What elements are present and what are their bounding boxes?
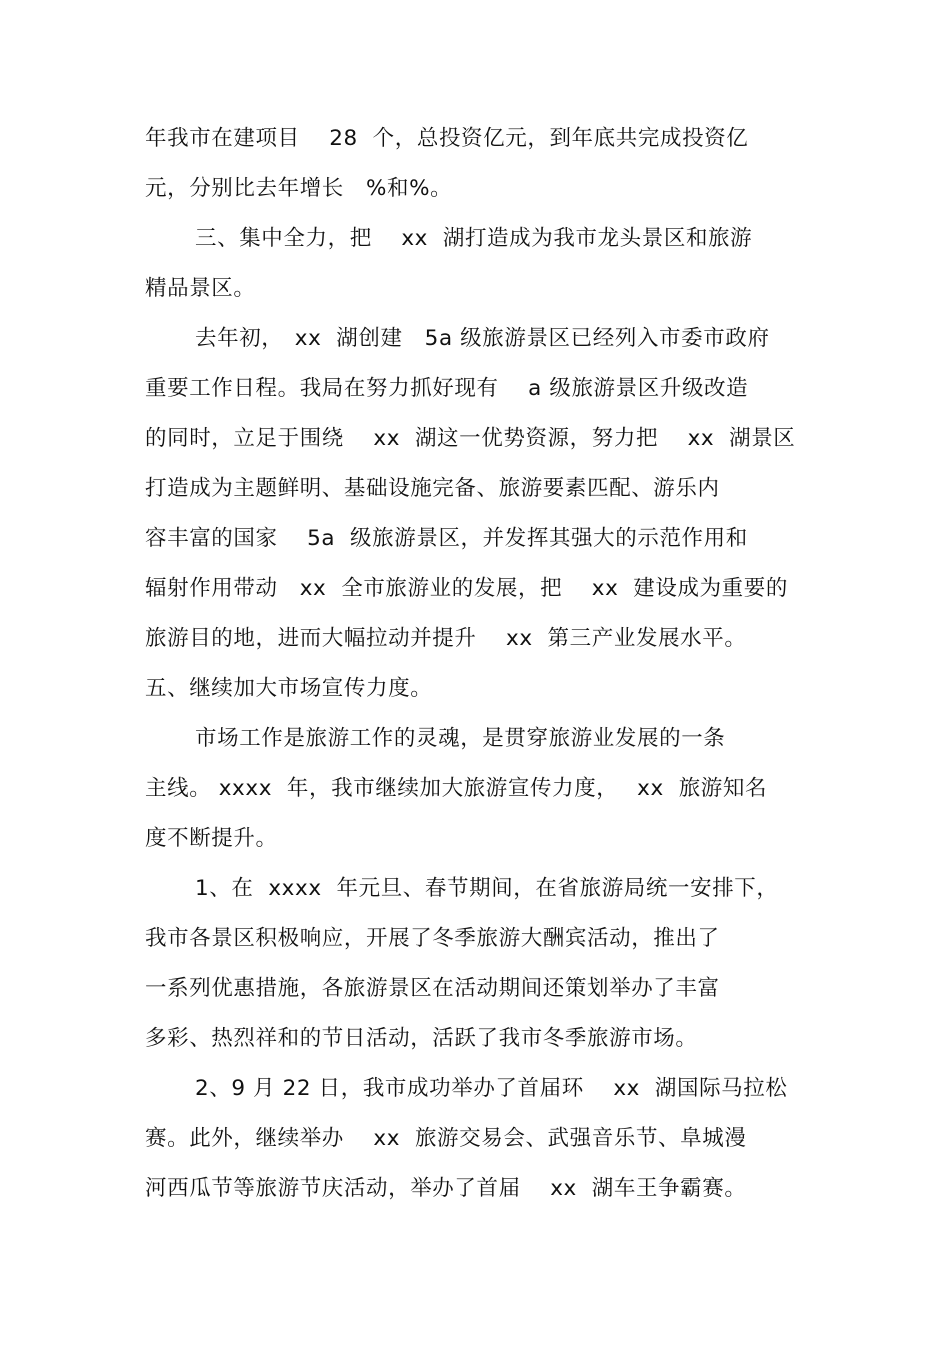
text-line: 旅游目的地，进而大幅拉动并提升 xx 第三产业发展水平。 <box>145 626 747 651</box>
text-line: 去年初， xx 湖创建 5a 级旅游景区已经列入市委市政府 <box>195 326 770 351</box>
text-line: 一系列优惠措施，各旅游景区在活动期间还策划举办了丰富 <box>145 976 720 1001</box>
text-line: 年我市在建项目 28 个，总投资亿元，到年底共完成投资亿 <box>145 126 749 151</box>
text-line: 辐射作用带动 xx 全市旅游业的发展，把 xx 建设成为重要的 <box>145 576 788 601</box>
text-line: 元，分别比去年增长 %和%。 <box>145 176 453 201</box>
text-line: 精品景区。 <box>145 276 256 301</box>
text-line: 度不断提升。 <box>145 826 278 851</box>
section-heading: 五、继续加大市场宣传力度。 <box>145 676 433 701</box>
text-line: 1、在 xxxx 年元旦、春节期间，在省旅游局统一安排下， <box>195 876 779 901</box>
text-line: 容丰富的国家 5a 级旅游景区，并发挥其强大的示范作用和 <box>145 526 748 551</box>
text-line: 2、9 月 22 日，我市成功举办了首届环 xx 湖国际马拉松 <box>195 1076 788 1101</box>
text-line: 多彩、热烈祥和的节日活动，活跃了我市冬季旅游市场。 <box>145 1026 698 1051</box>
text-line: 重要工作日程。我局在努力抓好现有 a 级旅游景区升级改造 <box>145 376 749 401</box>
text-line: 赛。此外，继续举办 xx 旅游交易会、武强音乐节、阜城漫 <box>145 1126 747 1151</box>
text-line: 的同时，立足于围绕 xx 湖这一优势资源，努力把 xx 湖景区 <box>145 426 796 451</box>
text-line: 三、集中全力，把 xx 湖打造成为我市龙头景区和旅游 <box>195 226 753 251</box>
text-line: 打造成为主题鲜明、基础设施完备、旅游要素匹配、游乐内 <box>145 476 720 501</box>
text-line: 我市各景区积极响应，开展了冬季旅游大酬宾活动，推出了 <box>145 926 720 951</box>
text-line: 主线。 xxxx 年，我市继续加大旅游宣传力度， xx 旅游知名 <box>145 776 768 801</box>
text-line: 市场工作是旅游工作的灵魂，是贯穿旅游业发展的一条 <box>195 726 726 751</box>
text-line: 河西瓜节等旅游节庆活动，举办了首届 xx 湖车王争霸赛。 <box>145 1176 747 1201</box>
